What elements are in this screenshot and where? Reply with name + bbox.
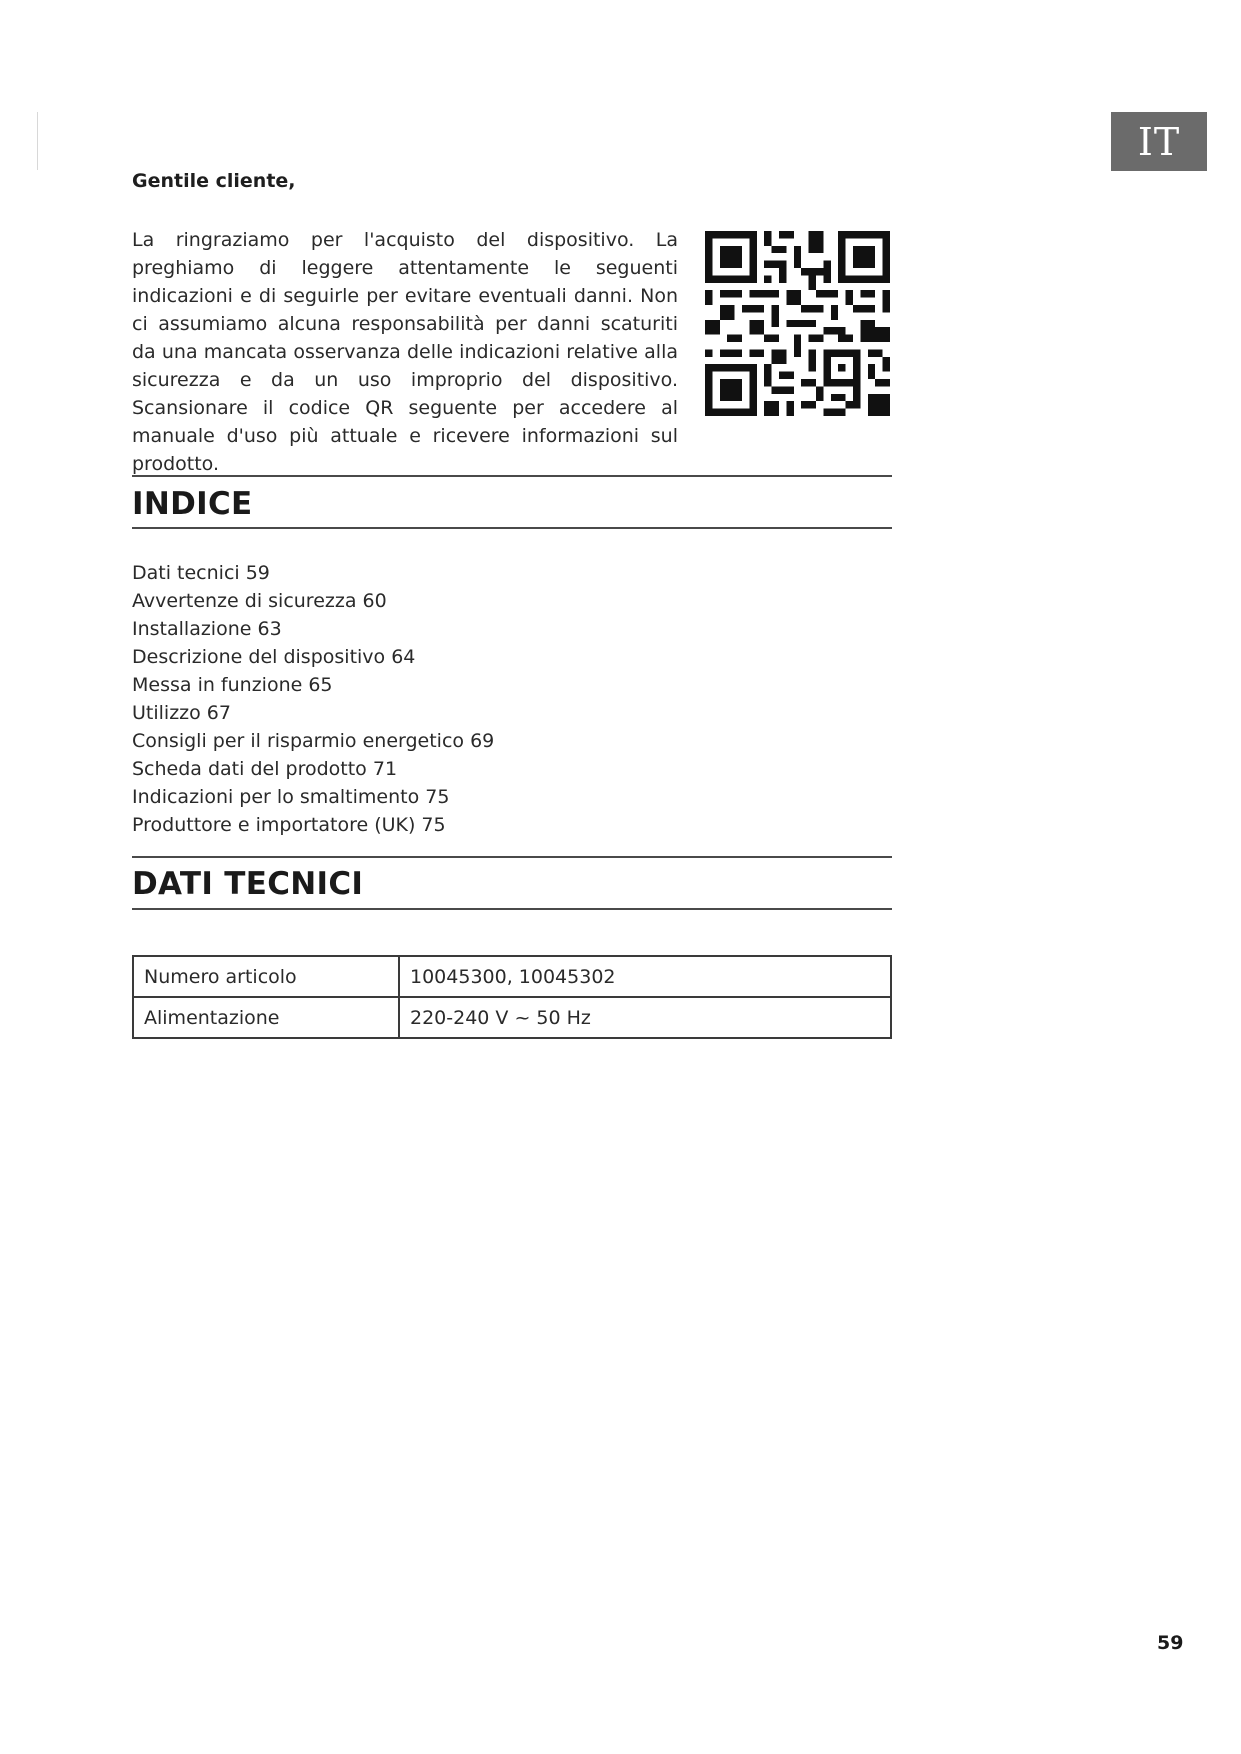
toc-item: Installazione 63 xyxy=(132,618,282,640)
table-of-contents xyxy=(132,559,494,839)
toc-item: Indicazioni per lo smaltimento 75 xyxy=(132,786,450,808)
margin-line xyxy=(37,112,38,170)
tech-heading: DATI TECNICI xyxy=(132,866,364,902)
language-tab: IT xyxy=(1111,112,1207,171)
toc-item: Consigli per il risparmio energetico 69 xyxy=(132,730,495,752)
index-heading: INDICE xyxy=(132,486,253,522)
spec-label: Numero articolo xyxy=(133,956,399,997)
table-row xyxy=(133,997,891,1038)
toc-item: Utilizzo 67 xyxy=(132,702,231,724)
spec-value: 220-240 V ~ 50 Hz xyxy=(399,997,891,1038)
tech-specs-table xyxy=(132,955,892,1039)
spec-value: 10045300, 10045302 xyxy=(399,956,891,997)
toc-item: Messa in funzione 65 xyxy=(132,674,333,696)
divider-line xyxy=(132,856,892,858)
page-number: 59 xyxy=(1157,1632,1184,1654)
divider-line xyxy=(132,908,892,910)
table-row xyxy=(133,956,891,997)
greeting: Gentile cliente, xyxy=(132,170,296,192)
qr-code-icon xyxy=(705,230,890,417)
spec-label: Alimentazione xyxy=(133,997,399,1038)
toc-item: Produttore e importatore (UK) 75 xyxy=(132,814,446,836)
toc-item: Scheda dati del prodotto 71 xyxy=(132,758,398,780)
toc-item: Avvertenze di sicurezza 60 xyxy=(132,590,387,612)
divider-line xyxy=(132,475,892,477)
intro-paragraph: La ringraziamo per l'acquisto del dispositivo. La preghiamo di leggere attentamente le seguenti indicazioni e di seguirle per evitare eventuali danni. Non ci assumiamo alcuna responsabilità per danni scaturiti da una mancata osservanza delle indicazioni relative alla sicurezza e da un uso improprio del dispositivo. Scansionare il codice QR seguente per accedere al manuale d'uso più attuale e ricevere informazioni sul prodotto. xyxy=(132,229,678,475)
divider-line xyxy=(132,527,892,529)
toc-item: Dati tecnici 59 xyxy=(132,562,270,584)
toc-item: Descrizione del dispositivo 64 xyxy=(132,646,416,668)
